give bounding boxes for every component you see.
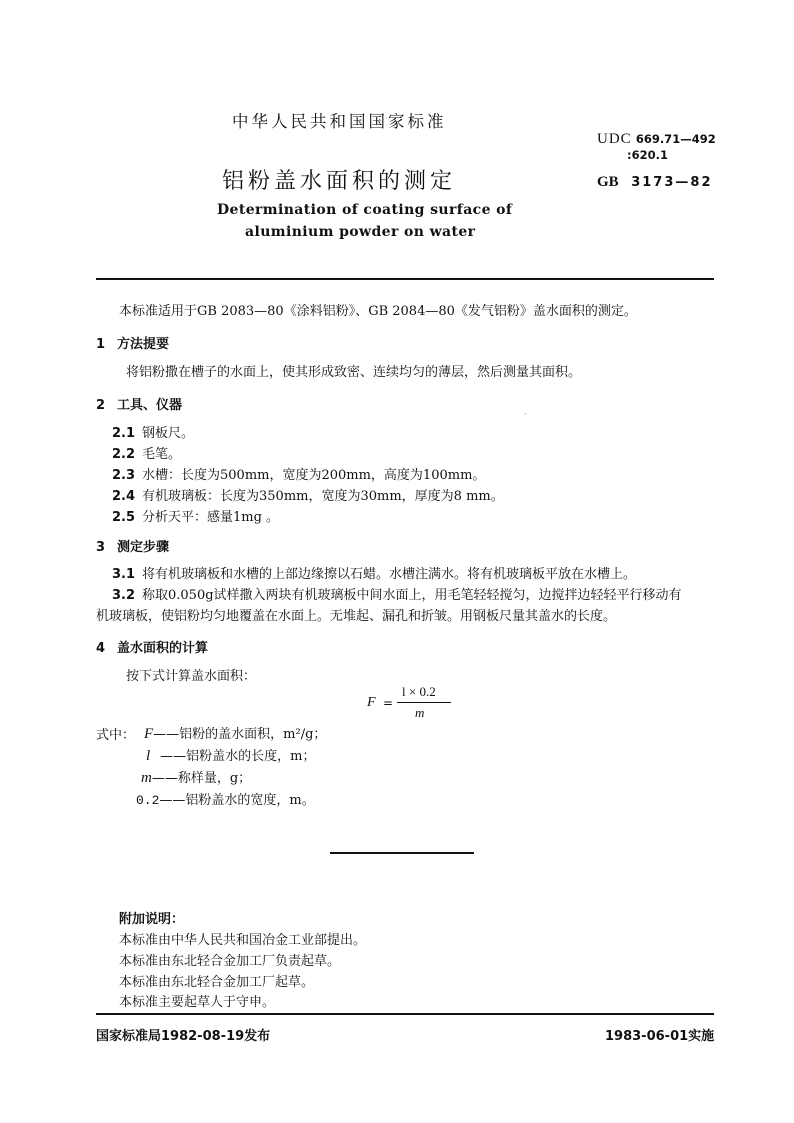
definition-text: 铝粉的盖水面积，m²/g；: [179, 727, 327, 742]
definition-symbol: F: [144, 726, 154, 742]
formula-denominator: m: [415, 705, 425, 720]
effective-date: 1983-06-01实施: [605, 1029, 715, 1044]
definition-dash: ——: [160, 749, 187, 764]
definition-dash: ——: [159, 793, 186, 808]
definition-text: 铝粉盖水的长度，m；: [186, 749, 316, 764]
section-1-number: 1: [96, 337, 106, 352]
speck: ·: [524, 410, 527, 419]
item-text: 钢板尺。: [142, 426, 195, 441]
formula-lhs: F: [367, 695, 376, 710]
section-4-number: 4: [96, 641, 106, 656]
definition-text: 称样量，g；: [177, 771, 252, 786]
definition-symbol: l: [146, 748, 151, 764]
note-line: 本标准主要起草人于守申。: [119, 995, 276, 1010]
gb-label: GB: [597, 174, 619, 190]
english-title-line1: Determination of coating surface of: [217, 202, 513, 218]
item-number: 2.4: [112, 489, 136, 504]
list-item: [112, 485, 504, 504]
step-text: 将有机玻璃板和水槽的上部边缘擦以石蜡。水槽注满水。将有机玻璃板平放在水槽上。: [142, 567, 637, 582]
note-line: 本标准由中华人民共和国冶金工业部提出。: [119, 933, 367, 948]
section-4-heading: [96, 637, 208, 656]
definition-dash: ——: [153, 727, 180, 742]
issue-date: 国家标准局1982-08-19发布: [96, 1029, 271, 1044]
definition-dash: ——: [151, 771, 178, 786]
item-number: 2.5: [112, 510, 136, 525]
formula-lead: 按下式计算盖水面积：: [126, 669, 257, 684]
step-3-1: [112, 563, 636, 582]
note-line: 本标准由东北轻合金加工厂负责起草。: [119, 954, 341, 969]
item-number: 2.1: [112, 426, 136, 441]
udc-label: UDC: [597, 131, 632, 147]
notes-title: 附加说明：: [119, 912, 185, 927]
definition-row: [146, 745, 316, 765]
item-text: 毛笔。: [142, 447, 182, 462]
section-1-title: 方法提要: [117, 337, 170, 352]
step-3-2: [112, 584, 682, 603]
definition-row: [144, 723, 326, 743]
section-3-heading: [96, 536, 169, 555]
page-title: 铝粉盖水面积的测定: [222, 169, 457, 194]
definition-symbol: 0.2: [136, 793, 160, 808]
section-3-number: 3: [96, 540, 106, 555]
udc-number-line2: :620.1: [627, 148, 668, 162]
udc-number-line1: 669.71—492: [635, 132, 716, 146]
section-2-number: 2: [96, 398, 106, 413]
footer-divider: [96, 1013, 714, 1015]
header-divider: [96, 278, 714, 280]
intro-paragraph: 本标准适用于GB 2083—80《涂料铝粉》、GB 2084—80《发气铝粉》盖水面积的测定。: [119, 304, 637, 319]
udc-code: [597, 131, 716, 148]
list-item: [112, 506, 279, 525]
section-1-text: 将铝粉撒在槽子的水面上，使其形成致密、连续均匀的薄层，然后测量其面积。: [126, 365, 582, 380]
definition-symbol: m: [141, 770, 152, 786]
section-2-title: 工具、仪器: [117, 398, 183, 413]
section-2-heading: [96, 394, 182, 413]
national-standard-heading: 中华人民共和国国家标准: [232, 112, 447, 131]
list-item: [112, 464, 485, 483]
formula-numerator: l × 0.2: [402, 684, 436, 699]
step-text-line1: 称取0.050g试样撒入两块有机玻璃板中间水面上，用毛笔轻轻搅匀，边搅拌边轻轻平行移动有: [142, 588, 682, 603]
list-item: [112, 443, 181, 462]
definition-row: [136, 789, 315, 808]
where-label: 式中：: [96, 728, 136, 743]
formula-equals: =: [383, 696, 394, 710]
note-line: 本标准由东北轻合金加工厂起草。: [119, 975, 315, 990]
list-item: [112, 422, 194, 441]
section-1-heading: [96, 333, 169, 352]
section-4-title: 盖水面积的计算: [117, 641, 209, 656]
item-number: 2.3: [112, 468, 136, 483]
step-number: 3.1: [112, 567, 136, 582]
step-3-2-continued: 机玻璃板，使铝粉均匀地覆盖在水面上。无堆起、漏孔和折皱。用钢板尺量其盖水的长度。: [96, 609, 617, 624]
item-text: 有机玻璃板：长度为350mm，宽度为30mm，厚度为8 mm。: [142, 489, 504, 504]
item-number: 2.2: [112, 447, 136, 462]
step-number: 3.2: [112, 588, 136, 603]
gb-number: 3173—82: [631, 175, 713, 190]
fraction-bar: [397, 702, 451, 703]
item-text: 分析天平：感量1mg 。: [142, 510, 280, 525]
definition-text: 铝粉盖水的宽度，m。: [185, 793, 315, 808]
english-title-line2: aluminium powder on water: [245, 224, 476, 240]
end-divider: [330, 852, 474, 854]
item-text: 水槽：长度为500mm，宽度为200mm，高度为100mm。: [142, 468, 486, 483]
section-3-title: 测定步骤: [117, 540, 170, 555]
definition-row: [141, 767, 251, 787]
gb-code: [597, 174, 713, 191]
